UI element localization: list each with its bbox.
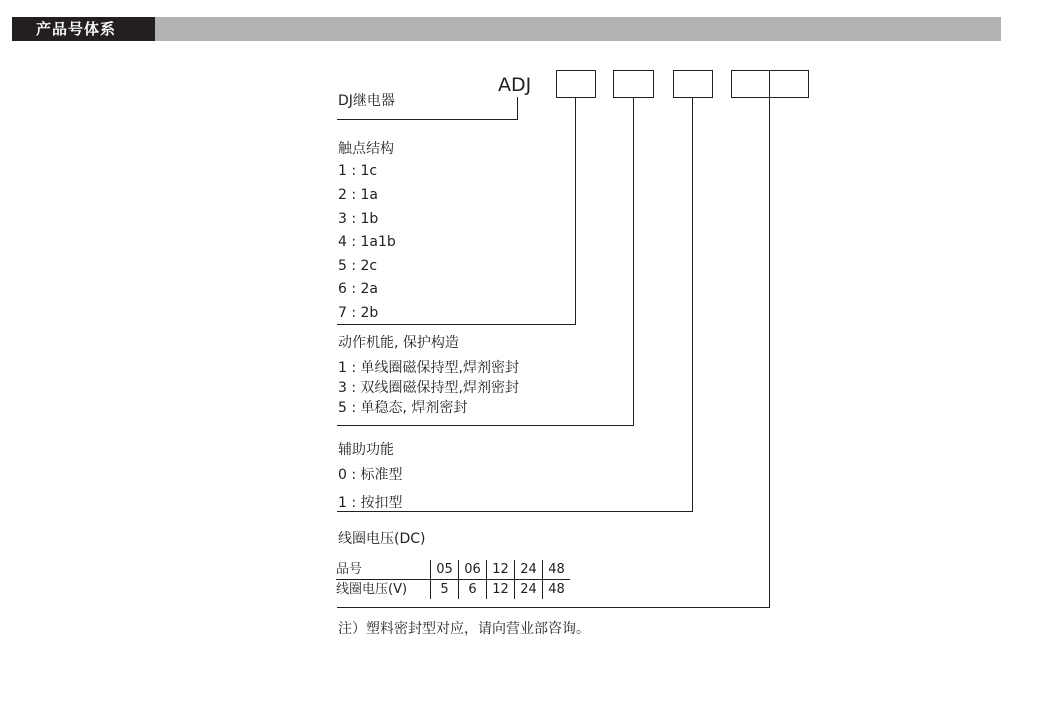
section-title: 产品号体系 xyxy=(12,17,155,41)
table-cell: 12 xyxy=(487,560,515,580)
function-item: 1 : 单线圈磁保持型,焊剂密封 xyxy=(338,360,519,376)
code-box-divider xyxy=(769,70,770,98)
leader-product-v xyxy=(517,97,518,120)
table-cell: 06 xyxy=(459,560,487,580)
contact-item: 2 : 1a xyxy=(338,187,379,203)
code-box-aux xyxy=(673,70,713,98)
function-item: 3 : 双线圈磁保持型,焊剂密封 xyxy=(338,380,519,396)
leader-aux-h xyxy=(337,511,693,512)
contact-title: 触点结构 xyxy=(338,141,394,157)
aux-item: 1 : 按扣型 xyxy=(338,495,403,511)
model-prefix: ADJ xyxy=(498,74,532,96)
leader-contact-v xyxy=(575,98,576,325)
section-header-bar xyxy=(12,17,1001,41)
table-cell: 24 xyxy=(515,580,543,600)
table-cell: 6 xyxy=(459,580,487,600)
coil-voltage-table xyxy=(336,560,570,599)
code-box-contact xyxy=(556,70,596,98)
leader-product-h xyxy=(337,119,517,120)
aux-title: 辅助功能 xyxy=(338,442,394,458)
table-row-label: 品号 xyxy=(336,560,431,580)
function-title: 动作机能, 保护构造 xyxy=(338,335,459,351)
coil-title: 线圈电压(DC) xyxy=(338,531,426,547)
table-row xyxy=(336,580,570,600)
leader-function-h xyxy=(337,425,634,426)
function-item: 5 : 单稳态, 焊剂密封 xyxy=(338,400,468,416)
leader-aux-v xyxy=(692,98,693,512)
table-cell: 24 xyxy=(515,560,543,580)
table-cell: 48 xyxy=(543,580,571,600)
contact-item: 4 : 1a1b xyxy=(338,234,396,250)
table-cell: 5 xyxy=(431,580,459,600)
leader-coil-h xyxy=(337,607,770,608)
table-cell: 48 xyxy=(543,560,571,580)
contact-item: 7 : 2b xyxy=(338,305,379,321)
contact-item: 1 : 1c xyxy=(338,163,378,179)
leader-function-v xyxy=(633,98,634,426)
leader-contact-h xyxy=(337,324,576,325)
contact-item: 6 : 2a xyxy=(338,281,379,297)
table-row-label: 线圈电压(V) xyxy=(336,582,408,597)
table-cell: 05 xyxy=(431,560,459,580)
code-box-function xyxy=(613,70,654,98)
table-row xyxy=(336,560,570,580)
note-text: 注）塑料密封型对应，请向营业部咨询。 xyxy=(338,621,590,637)
product-label: DJ继电器 xyxy=(338,93,395,109)
code-box-coil xyxy=(731,70,809,98)
contact-item: 5 : 2c xyxy=(338,258,378,274)
table-cell: 12 xyxy=(487,580,515,600)
aux-item: 0 : 标准型 xyxy=(338,467,403,483)
leader-coil-v xyxy=(769,98,770,608)
contact-item: 3 : 1b xyxy=(338,211,379,227)
